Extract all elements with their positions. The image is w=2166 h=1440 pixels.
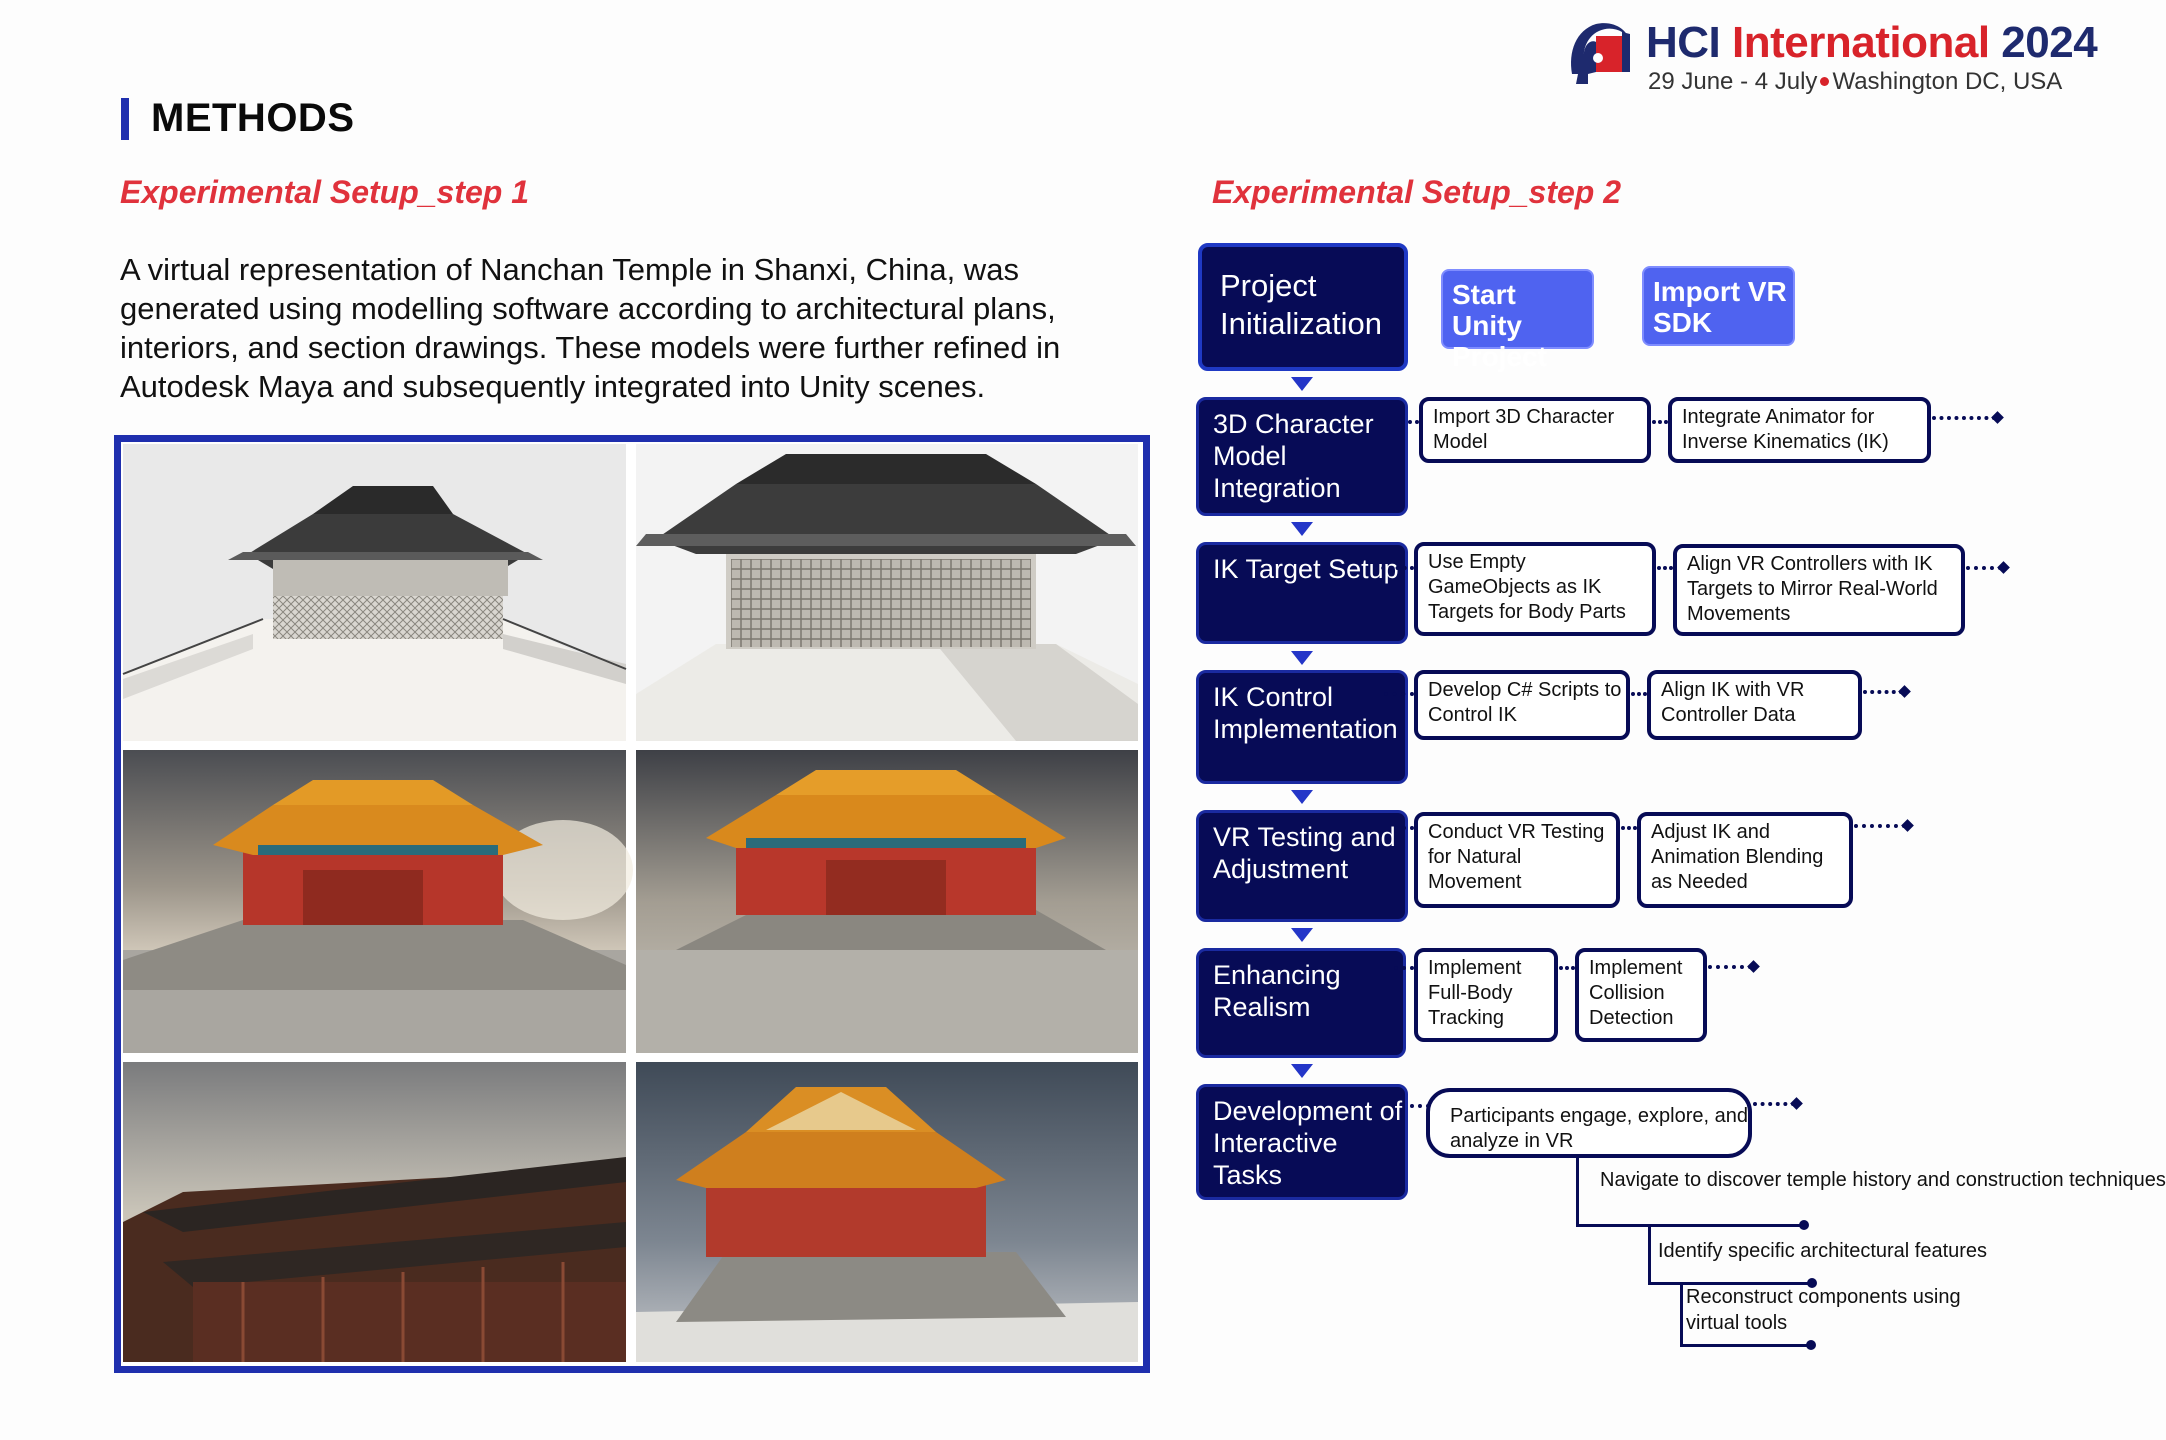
phase-enhancing-realism	[1196, 948, 1406, 1058]
task-label: Import 3D Character Model	[1433, 406, 1615, 453]
subtask-identify-features: Identify specific architectural features	[1658, 1240, 1988, 1262]
temple-render-corner-view	[636, 1062, 1138, 1362]
step1-description: A virtual representation of Nanchan Temple in Shanxi, China, was generated using modelling software according to architectural plans, interiors, and section drawings. These models were further refined in Autodesk Maya and subsequently integrated into Unity scenes.	[120, 252, 1061, 404]
start-unity-label: Start Unity Project	[1452, 279, 1547, 372]
phase-label: 3D Character Model Integration	[1213, 409, 1374, 503]
connector-end-icon	[1898, 685, 1911, 698]
task-import-3d-character-model	[1419, 397, 1651, 463]
phase-project-initialization	[1198, 243, 1408, 371]
phase-label: IK Control Implementation	[1213, 682, 1398, 744]
logo-location: Washington DC, USA	[1832, 68, 2063, 95]
tree-line	[1648, 1226, 1651, 1284]
phase-label: Development of Interactive Tasks	[1213, 1096, 1403, 1190]
connector	[1753, 1102, 1795, 1106]
step1-title: Experimental Setup_step 1	[120, 174, 530, 210]
start-unity-project-box	[1441, 269, 1594, 372]
down-arrow-icon	[1291, 928, 1313, 942]
connector	[1657, 566, 1673, 570]
task-collision-detection	[1575, 948, 1707, 1042]
connector-end-icon	[1991, 411, 2004, 424]
logo-hci: HCI	[1646, 18, 1721, 67]
task-label: Implement Collision Detection	[1589, 957, 1683, 1029]
connector	[1621, 826, 1637, 830]
phase-label: Enhancing Realism	[1213, 960, 1341, 1022]
task-use-empty-gameobjects	[1414, 542, 1656, 636]
task-label: Align IK with VR Controller Data	[1661, 679, 1805, 726]
logo-title	[1646, 18, 2097, 68]
phase-ik-control-implementation	[1196, 670, 1408, 784]
phase-label: IK Target Setup	[1213, 554, 1399, 584]
phase-3d-character-model-integration	[1196, 397, 1408, 516]
logo-year: 2024	[2001, 18, 2098, 67]
task-label: Participants engage, explore, and analyze in VR	[1450, 1105, 1748, 1152]
task-label: Adjust IK and Animation Blending as Needed	[1651, 821, 1824, 893]
down-arrow-icon	[1291, 790, 1313, 804]
down-arrow-icon	[1291, 377, 1313, 391]
tree-node-icon	[1799, 1220, 1809, 1230]
tree-line	[1576, 1158, 1579, 1226]
connector-end-icon	[1901, 819, 1914, 832]
temple-render-grey-side	[123, 444, 626, 741]
subtask-reconstruct-components: Reconstruct components using virtual tools	[1686, 1286, 1961, 1334]
phase-vr-testing-adjustment	[1196, 810, 1408, 922]
connector	[1652, 420, 1668, 424]
phase-development-interactive-tasks	[1196, 1084, 1408, 1200]
tree-line	[1576, 1224, 1804, 1227]
temple-render-gallery	[114, 435, 1150, 1373]
subtask-navigate-history: Navigate to discover temple history and construction techniques	[1600, 1169, 2166, 1191]
down-arrow-icon	[1291, 1064, 1313, 1078]
connector-end-icon	[1997, 561, 2010, 574]
down-arrow-icon	[1291, 651, 1313, 665]
task-conduct-vr-testing	[1414, 812, 1620, 908]
temple-render-roof-closeup	[123, 1062, 626, 1362]
connector-end-icon	[1790, 1097, 1803, 1110]
task-label: Implement Full-Body Tracking	[1428, 957, 1522, 1029]
phase-ik-target-setup	[1196, 542, 1408, 644]
phase-label: VR Testing and Adjustment	[1213, 822, 1396, 884]
connector	[1932, 416, 1996, 420]
task-label: Integrate Animator for Inverse Kinematics (IK)	[1682, 406, 1889, 453]
tree-node-icon	[1806, 1340, 1816, 1350]
connector-end-icon	[1747, 960, 1760, 973]
connector	[1394, 826, 1414, 830]
logo-subtitle	[1648, 68, 2062, 96]
logo-international: International	[1732, 18, 1990, 67]
down-arrow-icon	[1291, 522, 1313, 536]
connector	[1631, 692, 1647, 696]
temple-render-grey-front	[636, 444, 1138, 741]
import-vr-sdk-box	[1642, 266, 1795, 346]
import-sdk-label: Import VR SDK	[1653, 276, 1787, 338]
task-adjust-ik-animation	[1637, 812, 1853, 908]
task-full-body-tracking	[1414, 948, 1558, 1042]
task-integrate-animator-ik	[1668, 397, 1931, 463]
connector	[1854, 824, 1906, 828]
temple-render-color-front	[636, 750, 1138, 1053]
logo-dates: 29 June - 4 July	[1648, 68, 1818, 95]
task-participants-engage	[1426, 1088, 1752, 1158]
separator-dot-icon	[1820, 77, 1829, 86]
connector	[1374, 566, 1414, 570]
temple-render-color-side	[123, 750, 626, 1053]
connector	[1401, 420, 1419, 424]
tree-line	[1680, 1344, 1810, 1347]
connector	[1559, 966, 1575, 970]
task-label: Conduct VR Testing for Natural Movement	[1428, 821, 1605, 893]
hci-logo	[1562, 10, 2098, 96]
connector	[1384, 692, 1414, 696]
connector	[1863, 690, 1903, 694]
section-title: METHODS	[151, 96, 355, 140]
section-marker	[121, 98, 129, 140]
task-align-vr-controllers	[1673, 544, 1965, 636]
task-label: Align VR Controllers with IK Targets to Mirror Real-World Movements	[1687, 553, 1938, 625]
connector	[1708, 965, 1752, 969]
task-develop-csharp-scripts	[1414, 670, 1630, 740]
task-align-ik-vr-controller	[1647, 670, 1862, 740]
connector	[1394, 966, 1414, 970]
task-label: Develop C# Scripts to Control IK	[1428, 679, 1622, 726]
tree-line	[1680, 1284, 1683, 1346]
task-label: Use Empty GameObjects as IK Targets for Body Parts	[1428, 551, 1626, 623]
phase-label: Project Initialization	[1220, 268, 1382, 341]
step2-title: Experimental Setup_step 2	[1212, 174, 1622, 210]
hci-head-icon	[1562, 12, 1642, 92]
